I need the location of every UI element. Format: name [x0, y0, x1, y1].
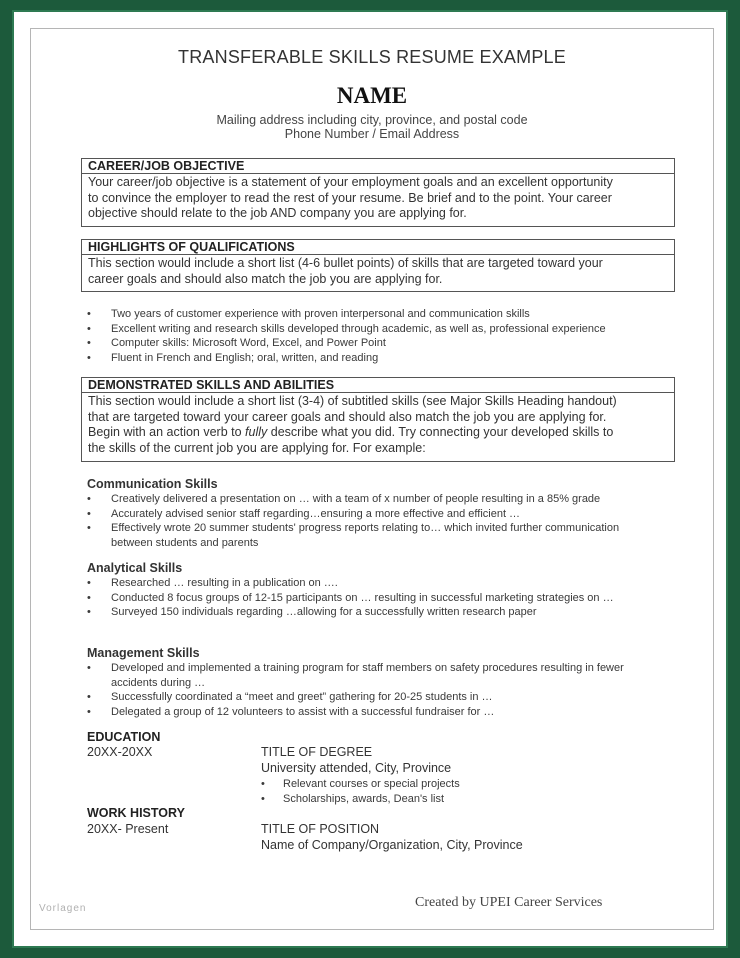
objective-body	[81, 174, 675, 227]
bullet-icon: •	[87, 308, 91, 320]
bullet-icon: •	[87, 691, 91, 703]
bullet-icon: •	[87, 507, 91, 520]
document-title: TRANSFERABLE SKILLS RESUME EXAMPLE	[178, 47, 566, 67]
demonstrated-heading: DEMONSTRATED SKILLS AND ABILITIES	[81, 377, 675, 393]
demonstrated-line: the skills of the current job you are applying for. For example:	[88, 440, 426, 455]
bullet-icon: •	[87, 705, 91, 718]
demonstrated-body	[81, 393, 675, 462]
list-item: • Scholarships, awards, Dean's list	[261, 792, 445, 805]
contact-info: Phone Number / Email Address	[284, 127, 460, 141]
work-dates: 20XX- Present	[87, 822, 169, 836]
demonstrated-line: This section would include a short list (3-4) of subtitled skills (see Major Skills Heading handout)	[88, 394, 617, 408]
page-frame	[12, 10, 728, 948]
mailing-address: Mailing address including city, province, and postal code	[216, 113, 528, 127]
objective-line: objective should relate to the job AND company you are applying for.	[88, 206, 467, 220]
education-list	[261, 777, 460, 806]
list-item: • Relevant courses or special projects	[261, 778, 460, 790]
highlights-line: This section would include a short list (4-6 bullet points) of skills that are targeted toward your	[88, 256, 603, 270]
list-item: • Researched … resulting in a publication on ….	[87, 577, 338, 589]
highlights-list	[87, 307, 606, 365]
company-info: Name of Company/Organization, City, Province	[261, 838, 523, 852]
highlights-line: career goals and should also match the job you are applying for.	[88, 271, 443, 286]
bullet-icon: •	[87, 522, 91, 534]
resume-page	[30, 28, 714, 930]
bullet-icon: •	[87, 606, 91, 618]
applicant-name: NAME	[336, 83, 408, 108]
list-item: • Two years of customer experience with proven interpersonal and communication skills	[87, 308, 530, 320]
bullet-icon: •	[261, 778, 265, 790]
communication-list	[87, 492, 651, 550]
bullet-icon: •	[87, 337, 91, 349]
bullet-icon: •	[87, 493, 91, 505]
degree-title: TITLE OF DEGREE	[261, 745, 373, 759]
position-title: TITLE OF POSITION	[261, 822, 380, 836]
management-list	[87, 661, 651, 719]
list-item: • Delegated a group of 12 volunteers to assist with a successful fundraiser for …	[87, 705, 495, 718]
school-info: University attended, City, Province	[261, 761, 452, 775]
list-item: • Computer skills: Microsoft Word, Excel, and Power Point	[87, 337, 386, 349]
list-item: • Successfully coordinated a “meet and greet” gathering for 20-25 students in …	[87, 691, 493, 703]
footer-credit: Created by UPEI Career Services	[415, 895, 603, 910]
demonstrated-line: that are targeted toward your career goals and should also match the job you are applying for.	[88, 409, 607, 424]
management-heading: Management Skills	[87, 646, 200, 660]
highlights-body	[81, 255, 675, 292]
list-item: • Accurately advised senior staff regarding…ensuring a more effective and efficient …	[87, 507, 521, 520]
analytical-heading: Analytical Skills	[87, 561, 183, 575]
communication-heading: Communication Skills	[87, 477, 218, 491]
bullet-icon: •	[87, 662, 91, 674]
objective-line: to convince the employer to read the rest of your resume. Be brief and to the point. Your career	[88, 190, 612, 205]
objective-line: Your career/job objective is a statement of your employment goals and an excellent opportunity	[88, 175, 613, 189]
analytical-list	[87, 576, 651, 620]
list-item: • Excellent writing and research skills developed through academic, as well as, professional experience	[87, 322, 606, 335]
education-dates: 20XX-20XX	[87, 745, 153, 759]
list-item: • Creatively delivered a presentation on … with a team of x number of people resulting in a 85% grade	[87, 493, 601, 505]
list-item: • Effectively wrote 20 summer students' progress reports relating to… which invited further communication between students and parents	[87, 522, 620, 549]
objective-heading: CAREER/JOB OBJECTIVE	[81, 158, 675, 174]
highlights-heading: HIGHLIGHTS OF QUALIFICATIONS	[81, 239, 675, 255]
watermark: Vorlagen	[39, 903, 87, 914]
education-heading: EDUCATION	[87, 730, 161, 744]
work-heading: WORK HISTORY	[87, 806, 185, 820]
list-item: • Fluent in French and English; oral, written, and reading	[87, 351, 379, 364]
list-item: • Surveyed 150 individuals regarding …allowing for a successfully written research paper	[87, 606, 537, 618]
bullet-icon: •	[87, 591, 91, 604]
bullet-icon: •	[87, 322, 91, 335]
list-item: • Conducted 8 focus groups of 12-15 participants on … resulting in successful marketing strategies on …	[87, 591, 614, 604]
demonstrated-line: Begin with an action verb to fully describe what you did. Try connecting your developed skills to	[88, 425, 614, 439]
bullet-icon: •	[261, 792, 265, 805]
bullet-icon: •	[87, 351, 91, 364]
list-item: • Developed and implemented a training program for staff members on safety procedures resulting in fewer accidents during …	[87, 662, 624, 689]
bullet-icon: •	[87, 577, 91, 589]
